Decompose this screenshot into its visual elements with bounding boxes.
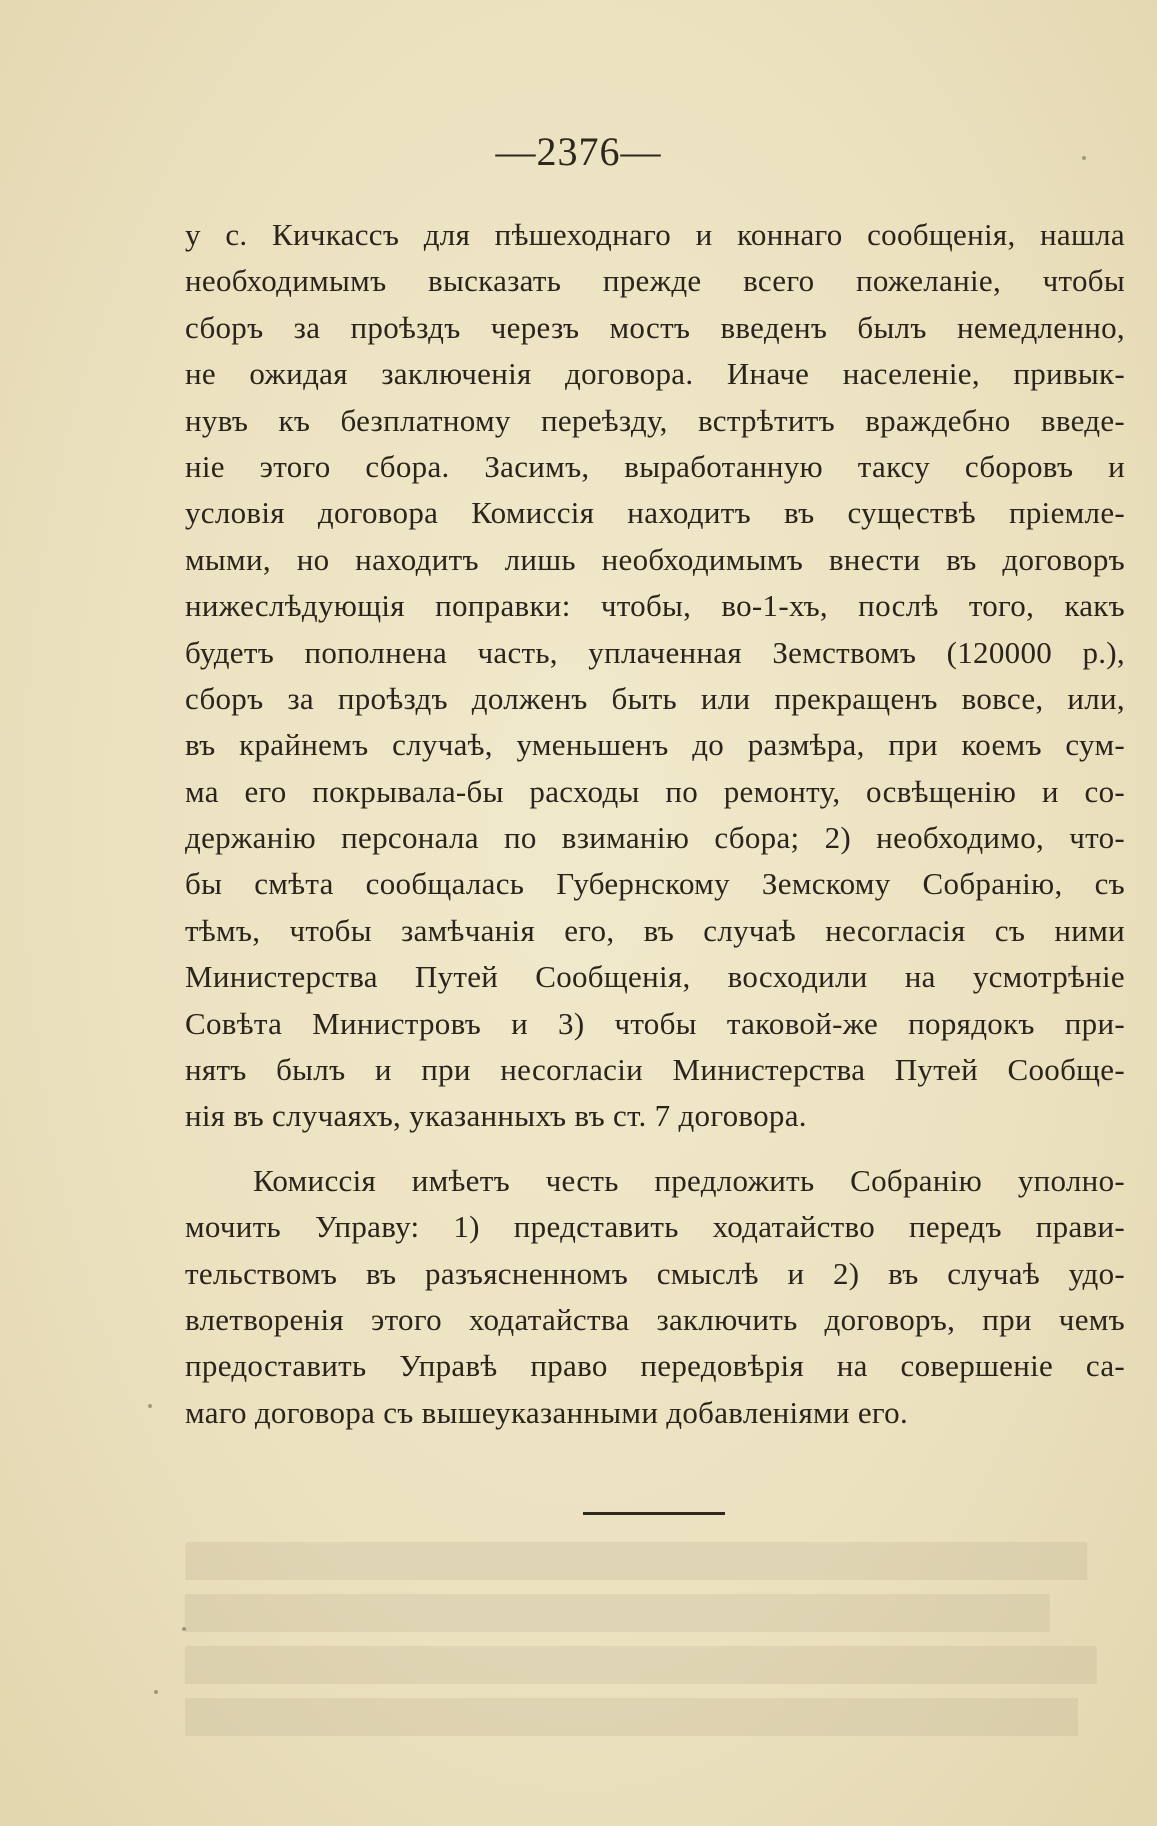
page-number: —2376— (495, 129, 662, 174)
text-line: мочить Управу: 1) представить ходатайство передъ прави- (185, 1209, 1125, 1245)
text-line: нія въ случаяхъ, указанныхъ въ ст. 7 договора. (185, 1098, 807, 1134)
text-line: влетворенія этого ходатайства заключить договоръ, при чемъ (185, 1301, 1125, 1337)
paper-speck (182, 1627, 186, 1631)
text-line: бы смѣта сообщалась Губернскому Земскому Собранію, съ (185, 866, 1125, 902)
paper-speck (148, 1404, 152, 1408)
text-line: нятъ былъ и при несогласіи Министерства Путей Сообще- (185, 1052, 1125, 1088)
text-line: ніе этого сбора. Засимъ, выработанную таксу сборовъ и (185, 448, 1125, 484)
paper-speck (1082, 156, 1086, 160)
text-line: сборъ за проѣздъ черезъ мостъ введенъ былъ немедленно, (185, 309, 1125, 345)
text-line: нувъ къ безплатному переѣзду, встрѣтитъ враждебно введе- (185, 402, 1125, 438)
text-line: Министерства Путей Сообщенія, восходили на усмотрѣніе (185, 959, 1125, 995)
text-line: будетъ пополнена часть, уплаченная Земствомъ (120000 р.), (185, 634, 1125, 670)
text-line: ма его покрывала-бы расходы по ремонту, освѣщенію и со- (185, 773, 1125, 809)
text-line: предоставить Управѣ право передовѣрія на совершеніе са- (185, 1348, 1125, 1384)
show-through-text (185, 1542, 1125, 1750)
text-line: мыми, но находитъ лишь необходимымъ внести въ договоръ (185, 541, 1125, 577)
text-line: сборъ за проѣздъ долженъ быть или прекращенъ вовсе, или, (185, 680, 1125, 716)
text-line: въ крайнемъ случаѣ, уменьшенъ до размѣра, при коемъ сум- (185, 727, 1125, 763)
end-rule (583, 1512, 725, 1515)
text-line: Совѣта Министровъ и 3) чтобы таковой-же порядокъ при- (185, 1005, 1125, 1041)
text-line: нижеслѣдующія поправки: чтобы, во-1-хъ, послѣ того, какъ (185, 588, 1125, 624)
text-line: тельствомъ въ разъясненномъ смыслѣ и 2) въ случаѣ удо- (185, 1255, 1125, 1291)
text-line: держанію персонала по взиманію сбора; 2) необходимо, что- (185, 820, 1125, 856)
text-line: условія договора Комиссія находитъ въ существѣ пріемле- (185, 495, 1125, 531)
text-line: тѣмъ, чтобы замѣчанія его, въ случаѣ несогласія съ ними (185, 912, 1125, 948)
paper-speck (154, 1690, 158, 1694)
body-text (185, 212, 1125, 1436)
text-line: Комиссія имѣетъ честь предложить Собранію уполно- (253, 1162, 1125, 1198)
text-line: у с. Кичкассъ для пѣшеходнаго и коннаго сообщенія, нашла (185, 217, 1125, 252)
text-line: необходимымъ высказать прежде всего пожеланіе, чтобы (185, 263, 1125, 299)
text-line: не ожидая заключенія договора. Иначе населеніе, привык- (185, 356, 1125, 392)
text-line: маго договора съ вышеуказанными добавленіями его. (185, 1394, 909, 1430)
